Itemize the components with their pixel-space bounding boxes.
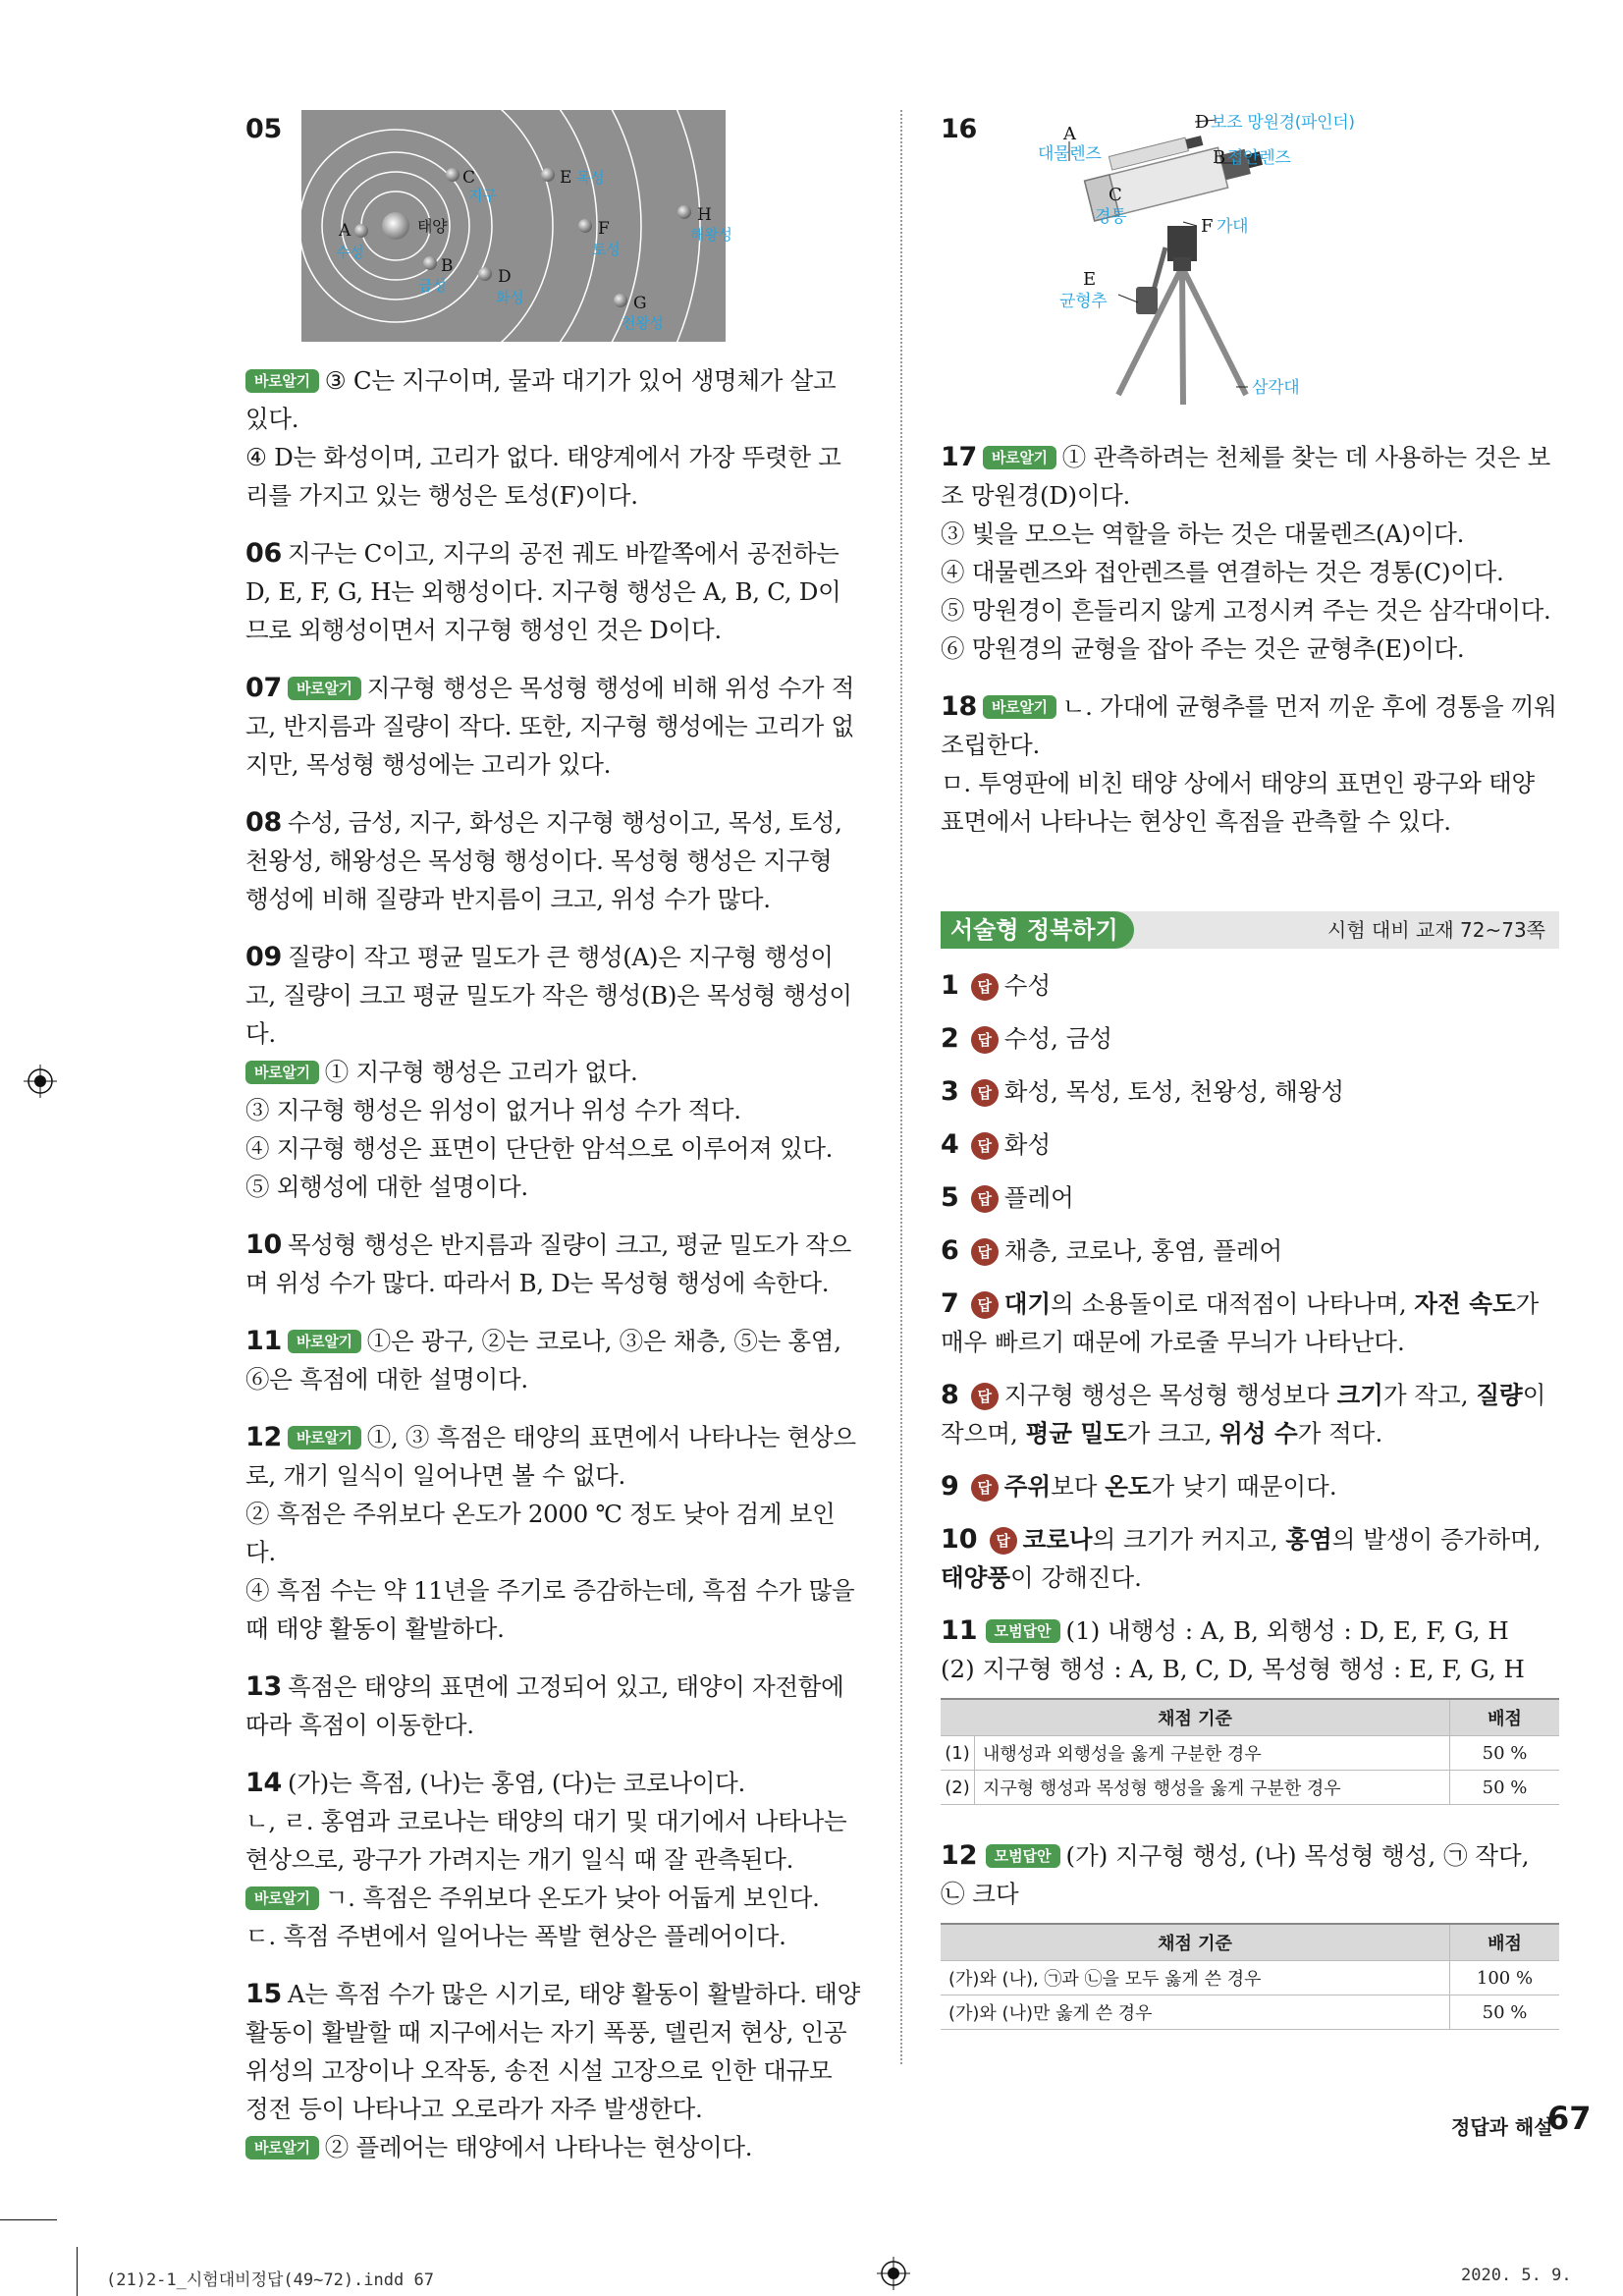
answer-8-key-3: 평균 밀도 xyxy=(1025,1419,1127,1448)
registration-mark-icon xyxy=(24,1065,57,1098)
q09-line-4: ⑤ 외행성에 대한 설명이다. xyxy=(245,1173,528,1201)
answer-2 xyxy=(941,1019,1559,1058)
q08-number: 08 xyxy=(245,807,282,838)
answer-9-text-1: 보다 xyxy=(1051,1472,1106,1501)
q13 xyxy=(245,1667,860,1744)
q17-badge: 바로알기 xyxy=(983,446,1056,469)
q13-number: 13 xyxy=(245,1671,282,1702)
q08-text: 수성, 금성, 지구, 화성은 지구형 행성이고, 목성, 토성, 천왕성, 해왕성은 목성형 행성이다. 목성형 행성은 지구형 행성에 비해 질량과 반지름이 크고, 위성 수가 많다. xyxy=(245,808,842,913)
q08 xyxy=(245,803,860,918)
answer-badge: 답 xyxy=(971,1185,999,1213)
answer-badge: 답 xyxy=(990,1527,1017,1555)
answer-5 xyxy=(941,1178,1559,1217)
answer-2-number: 2 xyxy=(941,1023,959,1054)
left-column xyxy=(245,110,860,2186)
q15-line-2: ② 플레어는 태양에서 나타나는 현상이다. xyxy=(324,2133,753,2161)
answer-4-number: 4 xyxy=(941,1129,959,1160)
label-c: C xyxy=(1108,185,1122,205)
answer-badge: 답 xyxy=(971,973,999,1001)
answer-12-number: 12 xyxy=(941,1840,978,1871)
planet-b-name: 금성 xyxy=(417,277,447,295)
sun-mark xyxy=(382,212,409,240)
print-file-info: (21)2-1_시험대비정답(49~72).indd 67 xyxy=(106,2270,434,2290)
section-tag-b: 정복하기 xyxy=(1018,916,1118,944)
footer-section-label: 정답과 해설 xyxy=(1451,2115,1553,2139)
q18 xyxy=(941,687,1559,841)
sun-label: 태양 xyxy=(416,217,448,236)
planet-c xyxy=(446,168,460,182)
answer-11 xyxy=(941,1612,1559,1688)
planet-b-letter: B xyxy=(440,256,454,276)
answer-8-key-2: 질량 xyxy=(1476,1381,1523,1409)
row-index: (1) xyxy=(941,1736,975,1771)
table-row xyxy=(941,1961,1559,1995)
points-header: 배점 xyxy=(1450,1924,1560,1961)
q18-line-1: ㄴ. 가대에 균형추를 먼저 끼운 후에 경통을 끼워 조립한다. xyxy=(941,692,1557,759)
q15 xyxy=(245,1975,860,2166)
planet-c-letter: C xyxy=(461,168,475,188)
row-points: 50 % xyxy=(1450,1736,1560,1771)
essay-section-tag xyxy=(941,911,1134,949)
q11 xyxy=(245,1322,860,1398)
q16-number: 16 xyxy=(941,114,977,144)
q12-line-2: ② 흑점은 주위보다 온도가 2000 ℃ 정도 낮아 검게 보인다. xyxy=(245,1500,836,1566)
answer-9 xyxy=(941,1467,1559,1505)
planet-c-name: 지구 xyxy=(467,187,497,204)
crop-mark-horizontal xyxy=(0,2219,57,2220)
q09 xyxy=(245,938,860,1206)
answer-badge: 답 xyxy=(971,1291,999,1319)
planet-f-name: 토성 xyxy=(591,241,621,258)
answer-9-number: 9 xyxy=(941,1471,959,1502)
answer-2-text: 수성, 금성 xyxy=(1003,1024,1113,1053)
q17-line-4: ⑤ 망원경이 흔들리지 않게 고정시켜 주는 것은 삼각대이다. xyxy=(941,596,1551,625)
answer-10-key-1: 코로나 xyxy=(1022,1525,1093,1554)
q07-number: 07 xyxy=(245,673,282,703)
table-row xyxy=(941,1995,1559,2030)
planet-h-name: 해왕성 xyxy=(689,226,732,244)
answer-10-text-1: 의 크기가 커지고, xyxy=(1092,1525,1286,1554)
q10-number: 10 xyxy=(245,1230,282,1260)
answer-1 xyxy=(941,966,1559,1005)
q05-line-2: ④ D는 화성이며, 고리가 없다. 태양계에서 가장 뚜렷한 고리를 가지고 있는 행성은 토성(F)이다. xyxy=(245,443,841,510)
q15-number: 15 xyxy=(245,1979,282,2009)
q12-number: 12 xyxy=(245,1422,282,1452)
answer-7-key-1: 대기 xyxy=(1003,1289,1052,1318)
q18-number: 18 xyxy=(941,691,977,722)
q11-badge: 바로알기 xyxy=(288,1330,361,1353)
model-answer-badge: 모범답안 xyxy=(986,1844,1060,1868)
mount-block xyxy=(1167,226,1197,261)
points-header: 배점 xyxy=(1450,1699,1560,1736)
answer-10-text-2: 의 발생이 증가하며, xyxy=(1331,1525,1542,1554)
q07 xyxy=(245,669,860,784)
table-header xyxy=(941,1699,1559,1736)
q12-line-3: ④ 흑점 수는 약 11년을 주기로 증감하는데, 흑점 수가 많을 때 태양 활동이 활발하다. xyxy=(245,1576,855,1643)
answer-11-number: 11 xyxy=(941,1615,978,1646)
q15-badge: 바로알기 xyxy=(245,2136,319,2159)
q14-text: (가)는 흑점, (나)는 홍염, (다)는 코로나이다. xyxy=(287,1769,745,1797)
planet-e xyxy=(541,168,555,182)
q18-line-2: ㅁ. 투영판에 비친 태양 상에서 태양의 표면인 광구와 태양 표면에서 나타나는 현상인 흑점을 관측할 수 있다. xyxy=(941,769,1535,836)
answer-11-line-1: (1) 내행성 : A, B, 외행성 : D, E, F, G, H xyxy=(1065,1616,1509,1645)
answer-7-text-2: 가 매우 빠르기 때문에 가로줄 무늬가 나타난다. xyxy=(941,1289,1540,1356)
planet-d xyxy=(478,267,492,281)
answer-8-text-3: 가 크고, xyxy=(1126,1419,1220,1448)
answer-badge: 답 xyxy=(971,1238,999,1266)
label-eyepiece: 접안렌즈 xyxy=(1226,148,1291,168)
table-header xyxy=(941,1924,1559,1961)
planet-f-letter: F xyxy=(597,219,610,239)
essay-section-header xyxy=(941,911,1559,949)
q06-text: 지구는 C이고, 지구의 공전 궤도 바깥쪽에서 공전하는 D, E, F, G, H는 외행성이다. 지구형 행성은 A, B, C, D이므로 외행성이면서 지구형 행성인 것은 D이다. xyxy=(245,539,841,644)
answer-9-text-2: 가 낮기 때문이다. xyxy=(1151,1472,1337,1501)
q17-line-2: ③ 빛을 모으는 역할을 하는 것은 대물렌즈(A)이다. xyxy=(941,519,1465,548)
q10 xyxy=(245,1226,860,1302)
q18-badge: 바로알기 xyxy=(983,695,1056,719)
label-e: E xyxy=(1082,269,1096,290)
row-criteria: 지구형 행성과 목성형 행성을 옳게 구분한 경우 xyxy=(975,1771,1450,1805)
right-column xyxy=(941,110,1559,2061)
q14-line-2: ㄴ, ㄹ. 홍염과 코로나는 태양의 대기 및 대기에서 나타나는 현상으로, 광구가 가려지는 개기 일식 때 잘 관측된다. xyxy=(245,1807,847,1874)
answer-badge: 답 xyxy=(971,1383,999,1410)
answer-8-text-2: 이 작으며, xyxy=(941,1381,1546,1448)
q09-line-3: ④ 지구형 행성은 표면이 단단한 암석으로 이루어져 있다. xyxy=(245,1134,834,1163)
planet-e-letter: E xyxy=(559,168,572,188)
label-finder-scope: 보조 망원경(파인더) xyxy=(1210,113,1355,133)
answer-6-number: 6 xyxy=(941,1235,959,1266)
q17-line-1: ① 관측하려는 천체를 찾는 데 사용하는 것은 보조 망원경(D)이다. xyxy=(941,443,1550,510)
q06 xyxy=(245,534,860,649)
answer-10-number: 10 xyxy=(941,1524,978,1555)
q14-line-3: ㄱ. 흑점은 주위보다 온도가 낮아 어둡게 보인다. xyxy=(324,1884,820,1912)
q07-text: 지구형 행성은 목성형 행성에 비해 위성 수가 적고, 반지름과 질량이 작다. 또한, 지구형 행성에는 고리가 없지만, 목성형 행성에는 고리가 있다. xyxy=(245,674,855,779)
q05-badge: 바로알기 xyxy=(245,369,319,393)
q17-line-5: ⑥ 망원경의 균형을 잡아 주는 것은 균형추(E)이다. xyxy=(941,634,1465,663)
model-answer-badge: 모범답안 xyxy=(986,1619,1060,1643)
criteria-header: 채점 기준 xyxy=(941,1699,1450,1736)
answer-9-key-1: 주위 xyxy=(1003,1472,1052,1501)
solar-system-diagram xyxy=(301,110,732,342)
scoring-table-11 xyxy=(941,1698,1559,1805)
q17-number: 17 xyxy=(941,442,977,472)
answer-8-key-4: 위성 수 xyxy=(1219,1419,1298,1448)
q17 xyxy=(941,438,1559,668)
answer-5-number: 5 xyxy=(941,1182,959,1213)
answer-3 xyxy=(941,1072,1559,1111)
planet-g xyxy=(614,294,627,307)
answer-7 xyxy=(941,1285,1559,1361)
label-b: B xyxy=(1212,147,1225,168)
counterweight-mark xyxy=(1136,287,1158,314)
q14-line-4: ㄷ. 흑점 주변에서 일어나는 폭발 현상은 플레어이다. xyxy=(245,1922,786,1950)
row-criteria: (가)와 (나)만 옳게 쓴 경우 xyxy=(941,1995,1450,2030)
q10-text: 목성형 행성은 반지름과 질량이 크고, 평균 밀도가 작으며 위성 수가 많다. 따라서 B, D는 목성형 행성에 속한다. xyxy=(245,1230,851,1297)
section-tag-a: 서술형 xyxy=(950,916,1019,944)
label-counterweight: 균형추 xyxy=(1058,292,1108,311)
telescope-tube xyxy=(1080,121,1266,221)
answer-10-text-3: 이 강해진다. xyxy=(1010,1563,1142,1592)
answer-6 xyxy=(941,1231,1559,1270)
q05-line-1: ③ C는 지구이며, 물과 대기가 있어 생명체가 살고 있다. xyxy=(245,366,837,433)
q13-text: 흑점은 태양의 표면에 고정되어 있고, 태양이 자전함에 따라 흑점이 이동한다. xyxy=(245,1672,844,1739)
answer-7-key-2: 자전 속도 xyxy=(1414,1289,1516,1318)
answer-10 xyxy=(941,1520,1559,1597)
answer-6-text: 채층, 코로나, 홍염, 플레어 xyxy=(1003,1236,1283,1265)
solar-system-figure xyxy=(301,110,732,342)
q14-number: 14 xyxy=(245,1768,282,1798)
q09-badge: 바로알기 xyxy=(245,1061,319,1084)
answer-10-key-2: 홍염 xyxy=(1285,1525,1332,1554)
answer-12-text: (가) 지구형 행성, (나) 목성형 행성, ㉠ 작다, ㉡ 크다 xyxy=(941,1841,1530,1908)
planet-b xyxy=(423,256,437,270)
q11-number: 11 xyxy=(245,1326,282,1356)
page-number: 67 xyxy=(1547,2100,1592,2137)
q14 xyxy=(245,1764,860,1955)
answer-9-key-2: 온도 xyxy=(1105,1472,1152,1501)
row-criteria: 내행성과 외행성을 옳게 구분한 경우 xyxy=(975,1736,1450,1771)
label-objective-lens: 대물렌즈 xyxy=(1037,144,1102,164)
answer-badge: 답 xyxy=(971,1026,999,1054)
answer-1-number: 1 xyxy=(941,970,959,1001)
section-reference: 시험 대비 교재 72~73쪽 xyxy=(1327,918,1545,942)
answer-8-text-0: 지구형 행성은 목성형 행성보다 xyxy=(1003,1381,1337,1409)
answer-5-text: 플레어 xyxy=(1003,1183,1074,1212)
row-points: 100 % xyxy=(1450,1961,1560,1995)
answer-11-line-2: (2) 지구형 행성 : A, B, C, D, 목성형 행성 : E, F, G, H xyxy=(941,1655,1525,1683)
planet-a xyxy=(354,224,368,238)
registration-mark-icon xyxy=(877,2257,910,2290)
answer-8-text-1: 가 작고, xyxy=(1382,1381,1477,1409)
planet-d-name: 화성 xyxy=(495,289,524,306)
planet-g-name: 천왕성 xyxy=(621,314,664,332)
q14-badge: 바로알기 xyxy=(245,1886,319,1910)
answer-badge: 답 xyxy=(971,1474,999,1502)
label-tube: 경통 xyxy=(1094,207,1127,227)
answer-7-number: 7 xyxy=(941,1288,959,1319)
answer-3-text: 화성, 목성, 토성, 천왕성, 해왕성 xyxy=(1003,1077,1345,1106)
q12-line-1: ①, ③ 흑점은 태양의 표면에서 나타나는 현상으로, 개기 일식이 일어나면 볼 수 없다. xyxy=(245,1423,856,1490)
table-row xyxy=(941,1736,1559,1771)
planet-d-letter: D xyxy=(497,267,512,287)
planet-f xyxy=(578,219,592,233)
planet-e-name: 목성 xyxy=(575,169,605,187)
q09-text: 질량이 작고 평균 밀도가 큰 행성(A)은 지구형 행성이고, 질량이 크고 평균 밀도가 작은 행성(B)은 목성형 행성이다. xyxy=(245,943,852,1048)
answer-4-text: 화성 xyxy=(1003,1130,1052,1159)
answer-badge: 답 xyxy=(971,1079,999,1107)
answer-8 xyxy=(941,1376,1559,1452)
print-date: 2020. 5. 9. xyxy=(1461,2266,1572,2285)
planet-a-name: 수성 xyxy=(335,244,364,261)
column-divider xyxy=(900,110,902,2064)
row-criteria: (가)와 (나), ㉠과 ㉡을 모두 옳게 쓴 경우 xyxy=(941,1961,1450,1995)
planet-h xyxy=(677,205,691,219)
answer-8-number: 8 xyxy=(941,1380,959,1410)
row-index: (2) xyxy=(941,1771,975,1805)
crop-mark-vertical xyxy=(77,2247,78,2296)
table-row xyxy=(941,1771,1559,1805)
q09-number: 09 xyxy=(245,942,282,972)
q11-text: ①은 광구, ②는 코로나, ③은 채층, ⑤는 홍염, ⑥은 흑점에 대한 설명이다. xyxy=(245,1327,841,1394)
telescope-diagram xyxy=(1001,110,1413,416)
answer-8-key-1: 크기 xyxy=(1336,1381,1383,1409)
answer-7-text-1: 의 소용돌이로 대적점이 나타나며, xyxy=(1051,1289,1415,1318)
q12 xyxy=(245,1418,860,1648)
answer-1-text: 수성 xyxy=(1003,971,1052,1000)
label-f: F xyxy=(1200,216,1214,237)
answer-8-text-4: 가 적다. xyxy=(1297,1419,1383,1448)
q09-line-2: ③ 지구형 행성은 위성이 없거나 위성 수가 적다. xyxy=(245,1096,741,1124)
q17-line-3: ④ 대물렌즈와 접안렌즈를 연결하는 것은 경통(C)이다. xyxy=(941,558,1504,586)
label-d: D xyxy=(1194,112,1210,133)
q05-number: 05 xyxy=(245,114,282,144)
label-a: A xyxy=(1062,124,1076,144)
planet-a-letter: A xyxy=(338,221,351,241)
q09-line-1: ① 지구형 행성은 고리가 없다. xyxy=(324,1058,638,1086)
answer-4 xyxy=(941,1125,1559,1164)
q07-badge: 바로알기 xyxy=(288,677,361,700)
criteria-header: 채점 기준 xyxy=(941,1924,1450,1961)
planet-g-letter: G xyxy=(632,294,647,313)
answer-12 xyxy=(941,1836,1559,1913)
answer-badge: 답 xyxy=(971,1132,999,1160)
answer-10-key-3: 태양풍 xyxy=(941,1563,1011,1592)
q05 xyxy=(245,110,860,515)
scoring-table-12 xyxy=(941,1923,1559,2030)
label-tripod: 삼각대 xyxy=(1251,378,1300,398)
label-mount: 가대 xyxy=(1216,217,1249,237)
row-points: 50 % xyxy=(1450,1995,1560,2030)
planet-h-letter: H xyxy=(696,205,712,225)
q12-badge: 바로알기 xyxy=(288,1426,361,1449)
q06-number: 06 xyxy=(245,538,282,569)
answer-3-number: 3 xyxy=(941,1076,959,1107)
row-points: 50 % xyxy=(1450,1771,1560,1805)
q15-text: A는 흑점 수가 많은 시기로, 태양 활동이 활발하다. 태양 활동이 활발할 때 지구에서는 자기 폭풍, 델린저 현상, 인공위성의 고장이나 오작동, 송전 시설 고장으로 인한 대규모 정전 등이 나타나고 오로라가 자주 발생한다. xyxy=(245,1980,860,2123)
q16 xyxy=(941,110,1559,416)
